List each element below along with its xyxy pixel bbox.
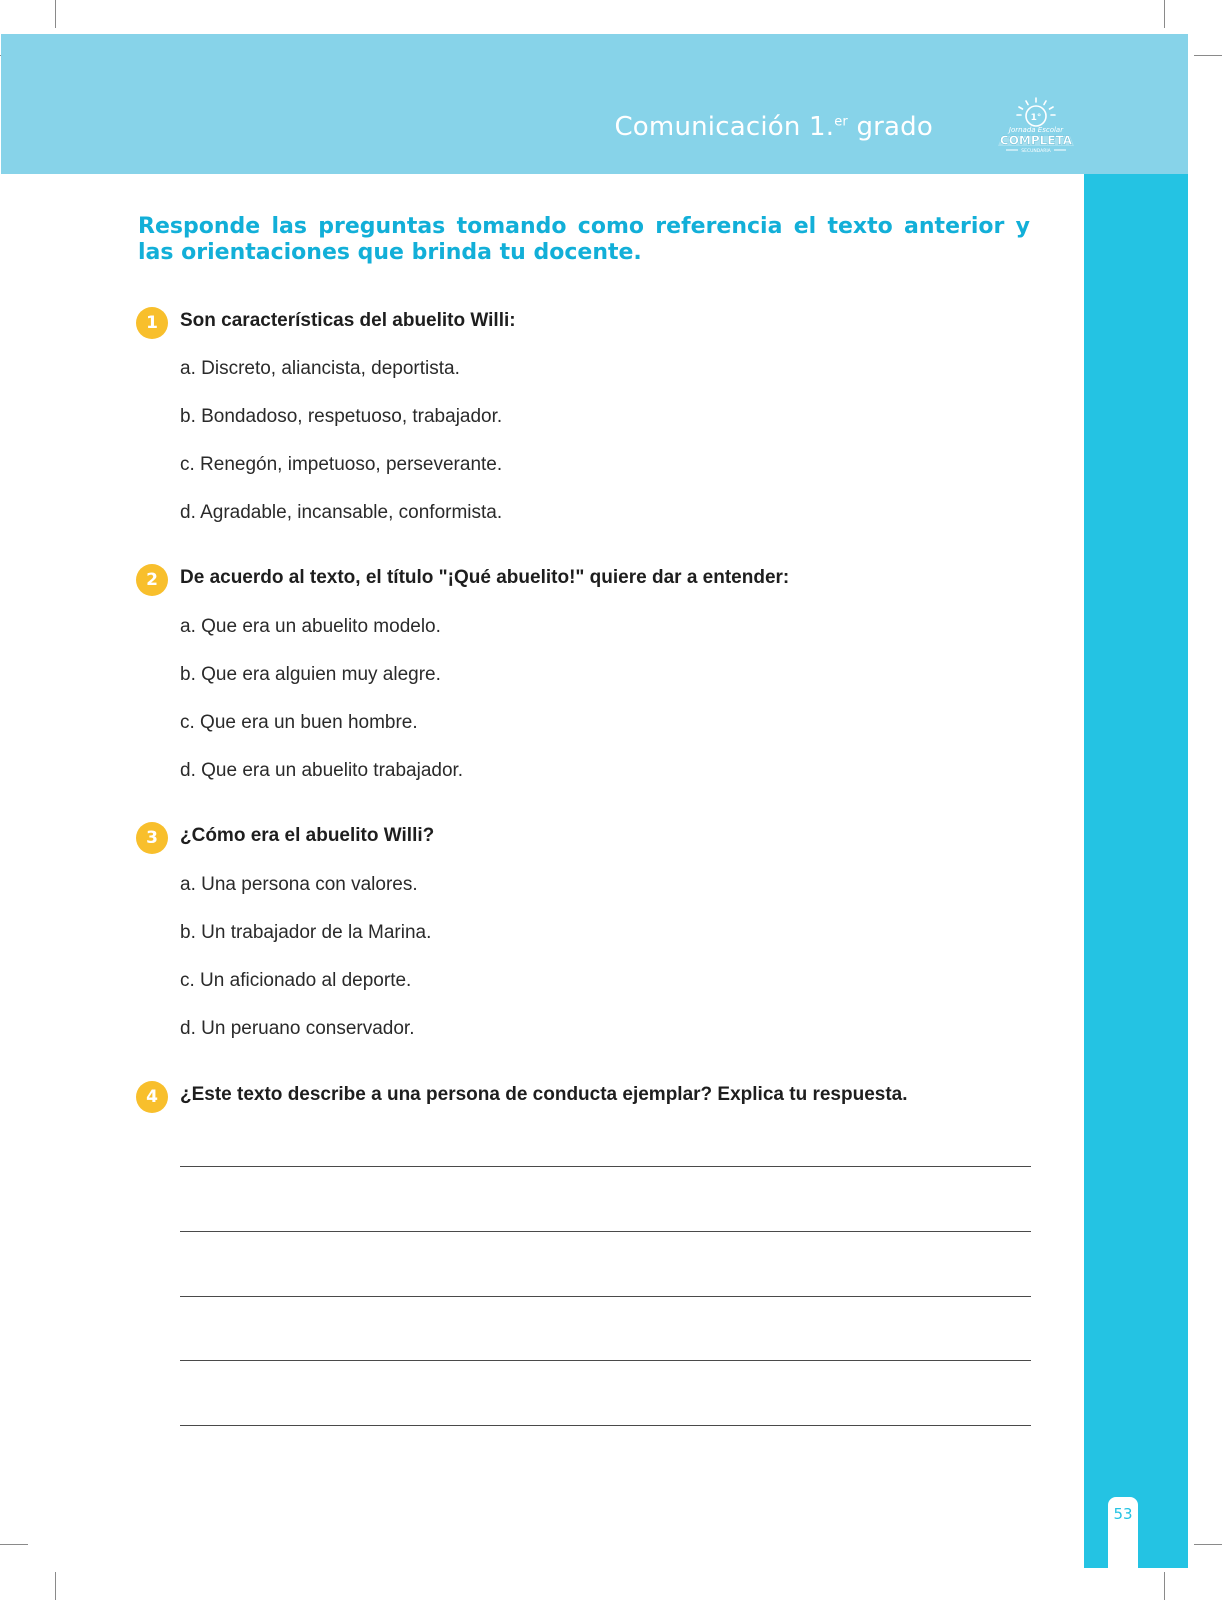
answer-line[interactable] <box>180 1231 1031 1232</box>
answer-option: c. Un aficionado al deporte. <box>180 970 412 991</box>
logo-main-text: COMPLETA <box>999 133 1073 148</box>
crop-mark <box>1164 0 1165 28</box>
answer-option: b. Bondadoso, respetuoso, trabajador. <box>180 406 503 427</box>
crop-mark <box>0 1544 28 1545</box>
question-text: ¿Cómo era el abuelito Willi? <box>180 825 435 846</box>
crop-mark <box>1194 1544 1222 1545</box>
side-bar <box>1084 174 1188 1568</box>
answer-option: c. Renegón, impetuoso, perseverante. <box>180 454 503 475</box>
jornada-escolar-completa-logo <box>996 96 1076 154</box>
answer-option: a. Discreto, aliancista, deportista. <box>180 358 460 379</box>
question-number-badge: 3 <box>136 822 168 854</box>
answer-option: d. Agradable, incansable, conformista. <box>180 502 503 523</box>
answer-option: d. Un peruano conservador. <box>180 1018 415 1039</box>
question-number-badge: 4 <box>136 1081 168 1113</box>
answer-option: c. Que era un buen hombre. <box>180 712 418 733</box>
question-text: Son características del abuelito Willi: <box>180 310 516 331</box>
crop-mark <box>1164 1572 1165 1600</box>
question-number-badge: 2 <box>136 564 168 596</box>
instruction-text: Responde las preguntas tomando como referencia el texto anterior y las orientaciones que brinda tu docente. <box>138 214 1030 265</box>
question-text: ¿Este texto describe a una persona de conducta ejemplar? Explica tu respuesta. <box>180 1084 908 1105</box>
page-number: 53 <box>1113 1505 1133 1523</box>
question-number-badge: 1 <box>136 307 168 339</box>
crop-mark <box>55 0 56 28</box>
question-text: De acuerdo al texto, el título "¡Qué abuelito!" quiere dar a entender: <box>180 567 790 588</box>
answer-option: b. Que era alguien muy alegre. <box>180 664 441 685</box>
answer-line[interactable] <box>180 1360 1031 1361</box>
header-title: Comunicación 1.$^{er}$ grado <box>614 112 933 142</box>
answer-option: d. Que era un abuelito trabajador. <box>180 760 464 781</box>
logo-badge: 1° <box>1030 113 1042 123</box>
answer-line[interactable] <box>180 1296 1031 1297</box>
answer-option: b. Un trabajador de la Marina. <box>180 922 432 943</box>
answer-option: a. Que era un abuelito modelo. <box>180 616 441 637</box>
answer-option: a. Una persona con valores. <box>180 874 418 895</box>
crop-mark <box>55 1572 56 1600</box>
answer-line[interactable] <box>180 1425 1031 1426</box>
logo-bottom-text: SECUNDARIA <box>1021 149 1051 154</box>
crop-mark <box>1194 55 1222 56</box>
logo-top-text: Jornada Escolar <box>1008 126 1064 134</box>
answer-line[interactable] <box>180 1166 1031 1167</box>
